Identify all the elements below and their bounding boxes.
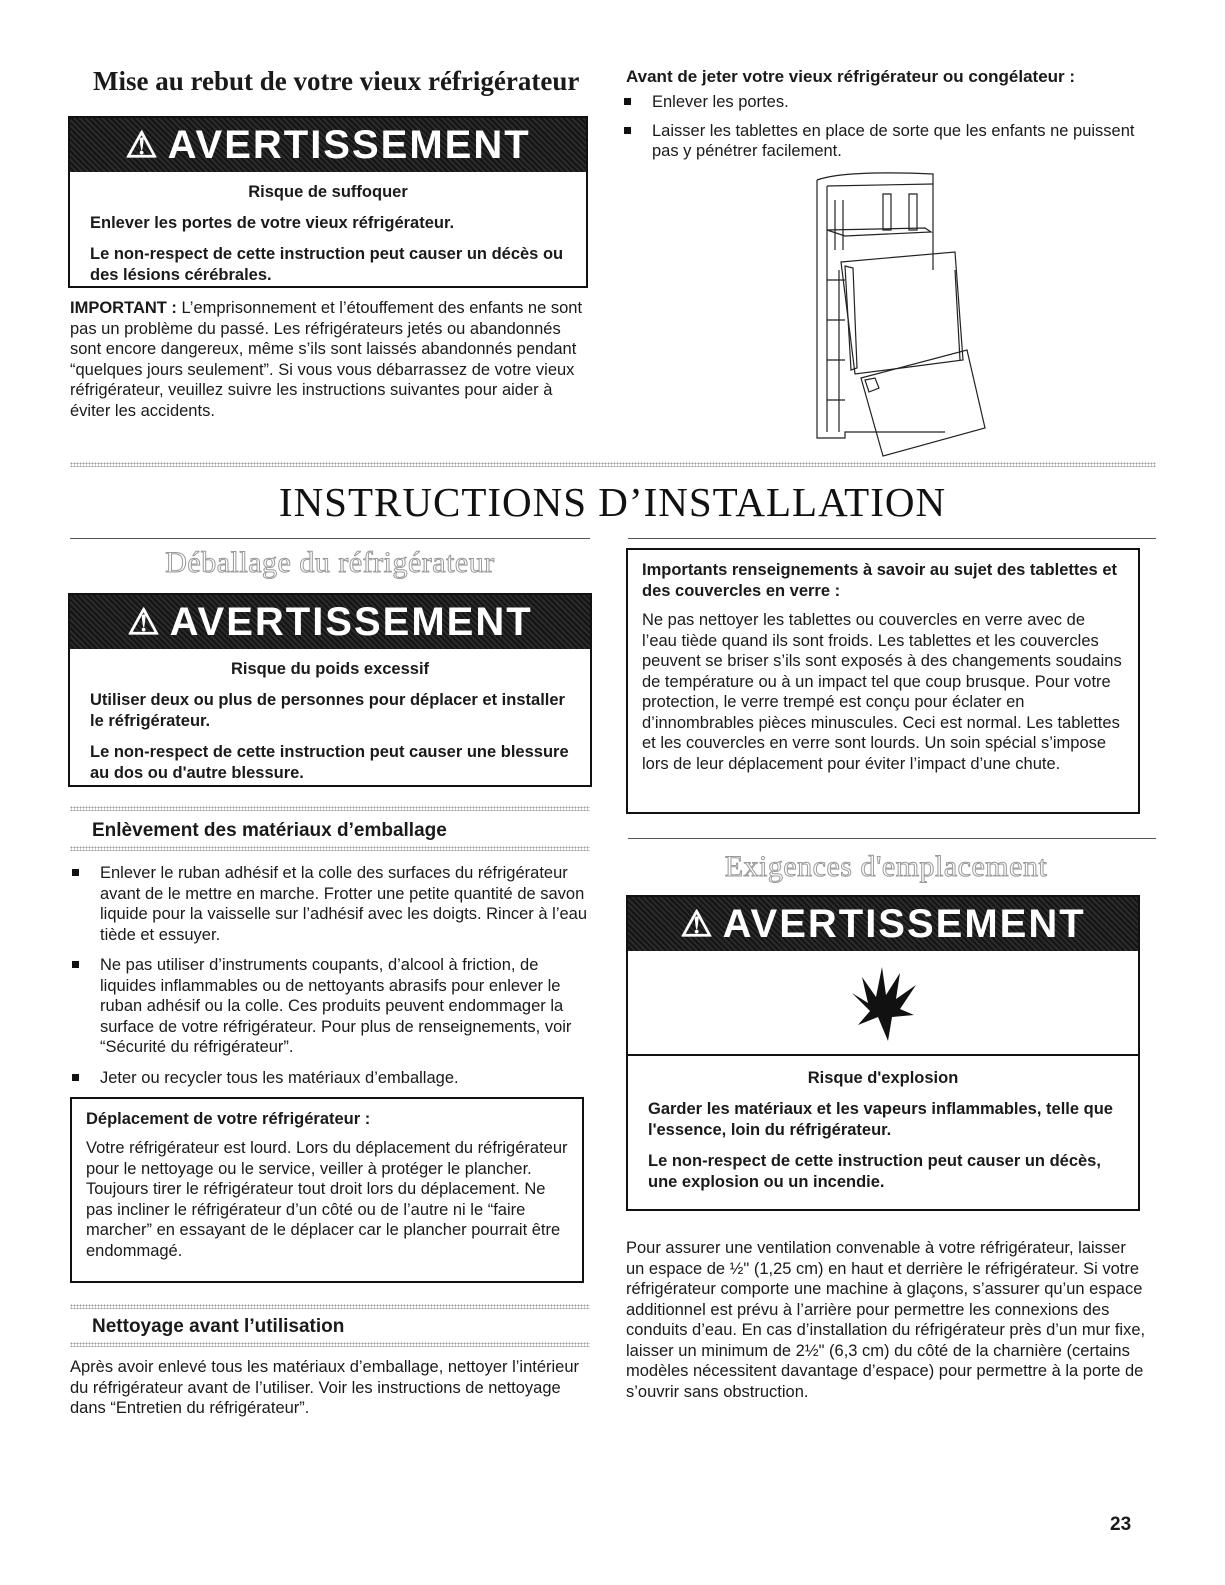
warning-triangle-icon: ⚠ xyxy=(125,124,160,165)
list-item: Enlever le ruban adhésif et la colle des surfaces du réfrigérateur avant de le mettre en marche. Frotter une petite quantité de savon liquide pour la vaisselle sur l’adhésif avec les doigts. Rincer à l’eau tiède et essuyer. xyxy=(70,863,590,945)
moving-text: Votre réfrigérateur est lourd. Lors du déplacement du réfrigérateur pour le nettoyage ou le service, veiller à protéger le plancher. Toujours tirer le réfrigérateur tout droit lors du déplacement. Ne pas incliner le réfrigérateur d’un côté ou de l’autre ni le “faire marcher” en essayant de le déplacer car le plancher pourrait être endommagé. xyxy=(86,1139,568,1260)
list-item: Laisser les tablettes en place de sorte que les enfants ne puissent pas y pénétrer facilement. xyxy=(622,121,1142,162)
important-text: L’emprisonnement et l’étouffement des enfants ne sont pas un problème du passé. Les réfrigérateurs jetés ou abandonnés sont encore dangereux, même s’ils sont laissés abandonnés pendant “quelques jours seulement”. Si vous vous débarrassez de votre vieux réfrigérateur, veuillez suivre les instructions suivantes pour aider à éviter les accidents. xyxy=(70,299,583,420)
important-label: IMPORTANT : xyxy=(70,299,177,317)
right-column-rule xyxy=(628,838,1156,839)
cleaning-text: Après avoir enlevé tous les matériaux d’emballage, nettoyer l’intérieur du réfrigérateur avant de l’utiliser. Voir les instructions de nettoyage dans “Entretien du réfrigérateur”. xyxy=(70,1358,580,1417)
subsection-divider xyxy=(70,806,590,811)
cleaning-title: Nettoyage avant l’utilisation xyxy=(92,1316,345,1337)
glass-shelves-info-box xyxy=(626,548,1140,814)
subsection-divider xyxy=(70,846,590,851)
warning-hazard: Risque du poids excessif xyxy=(230,660,430,678)
warning-banner xyxy=(70,118,586,172)
suffocation-warning-box xyxy=(68,116,588,288)
packing-materials-title: Enlèvement des matériaux d’emballage xyxy=(92,820,447,841)
refrigerator-illustration xyxy=(805,170,995,460)
before-disposal-list xyxy=(622,92,1142,172)
main-title: INSTRUCTIONS D’INSTALLATION xyxy=(278,479,947,525)
warning-triangle-icon: ⚠ xyxy=(680,903,715,944)
location-title: Exigences d'emplacement xyxy=(724,850,1048,883)
warning-label: AVERTISSEMENT xyxy=(722,901,1086,946)
warning-consequence: Le non-respect de cette instruction peut causer un décès ou des lésions cérébrales. xyxy=(90,245,564,284)
glass-shelves-title: Importants renseignements à savoir au sujet des tablettes et des couvercles en verre : xyxy=(642,561,1117,600)
explosion-icon xyxy=(848,963,920,1043)
list-item: Enlever les portes. xyxy=(622,92,1142,113)
weight-warning-box xyxy=(68,593,592,787)
disposal-title: Mise au rebut de votre vieux réfrigérateur xyxy=(93,66,580,96)
list-item: Ne pas utiliser d’instruments coupants, d’alcool à friction, de liquides inflammables ou de nettoyants abrasifs pour enlever le ruban adhésif ou la colle. Ces produits peuvent endommager la surface de votre réfrigérateur. Pour plus de renseignements, voir “Sécurité du réfrigérateur”. xyxy=(70,955,590,1058)
warning-hazard: Risque d'explosion xyxy=(807,1069,959,1087)
warning-instruction: Enlever les portes de votre vieux réfrigérateur. xyxy=(90,214,455,232)
before-disposal-title: Avant de jeter votre vieux réfrigérateur ou congélateur : xyxy=(626,67,1076,86)
warning-banner xyxy=(628,897,1138,951)
warning-consequence: Le non-respect de cette instruction peut causer une blessure au dos ou d'autre blessure. xyxy=(90,743,569,782)
moving-title: Déplacement de votre réfrigérateur : xyxy=(86,1110,371,1128)
list-item: Jeter ou recycler tous les matériaux d’emballage. xyxy=(70,1068,590,1089)
subsection-divider xyxy=(70,1304,590,1309)
unpacking-title: Déballage du réfrigérateur xyxy=(165,546,495,579)
subsection-divider xyxy=(70,1342,590,1347)
glass-shelves-text: Ne pas nettoyer les tablettes ou couvercles en verre avec de l’eau tiède quand ils sont froids. Les tablettes et les couvercles peuvent se briser s’ils sont exposés à des changements soudains de température ou à un impact tel que coup brusque. Pour votre protection, le verre trempé est conçu pour éclater en d’innombrables pièces minuscules. Ceci est normal. Les tablettes et les couvercles en verre sont lourds. Un soin spécial s’impose lors de leur déplacement pour éviter l’impact d’une chute. xyxy=(642,611,1122,773)
warning-consequence: Le non-respect de cette instruction peut causer un décès, une explosion ou un incendie. xyxy=(648,1152,1101,1191)
moving-info-box xyxy=(70,1097,584,1283)
explosion-pictogram-area xyxy=(628,951,1138,1056)
warning-label: AVERTISSEMENT xyxy=(169,599,533,644)
warning-triangle-icon: ⚠ xyxy=(127,601,162,642)
warning-instruction: Garder les matériaux et les vapeurs inflammables, telle que l'essence, loin du réfrigérateur. xyxy=(648,1100,1113,1139)
packing-materials-list xyxy=(70,863,590,1098)
page-number: 23 xyxy=(1110,1514,1132,1535)
explosion-warning-box xyxy=(626,895,1140,1211)
important-paragraph xyxy=(70,298,590,421)
warning-hazard: Risque de suffoquer xyxy=(248,183,408,201)
left-column-rule xyxy=(70,538,590,539)
ventilation-text: Pour assurer une ventilation convenable à votre réfrigérateur, laisser un espace de ½" (1,25 cm) en haut et derrière le réfrigérateur. Si votre réfrigérateur comporte une machine à glaçons, s’assurer qu’un espace additionnel est prévu à l’arrière pour permettre les connexions des conduits d’eau. En cas d’installation du réfrigérateur près d’un mur fixe, laisser un minimum de 2½" (6,3 cm) du côté de la charnière (certains modèles nécessitent davantage d’espace) pour permettre à la porte de s’ouvrir sans obstruction. xyxy=(626,1239,1146,1401)
right-column-rule xyxy=(628,538,1156,539)
section-divider xyxy=(70,462,1156,467)
warning-label: AVERTISSEMENT xyxy=(167,122,531,167)
warning-instruction: Utiliser deux ou plus de personnes pour déplacer et installer le réfrigérateur. xyxy=(90,691,565,730)
warning-banner xyxy=(70,595,590,649)
